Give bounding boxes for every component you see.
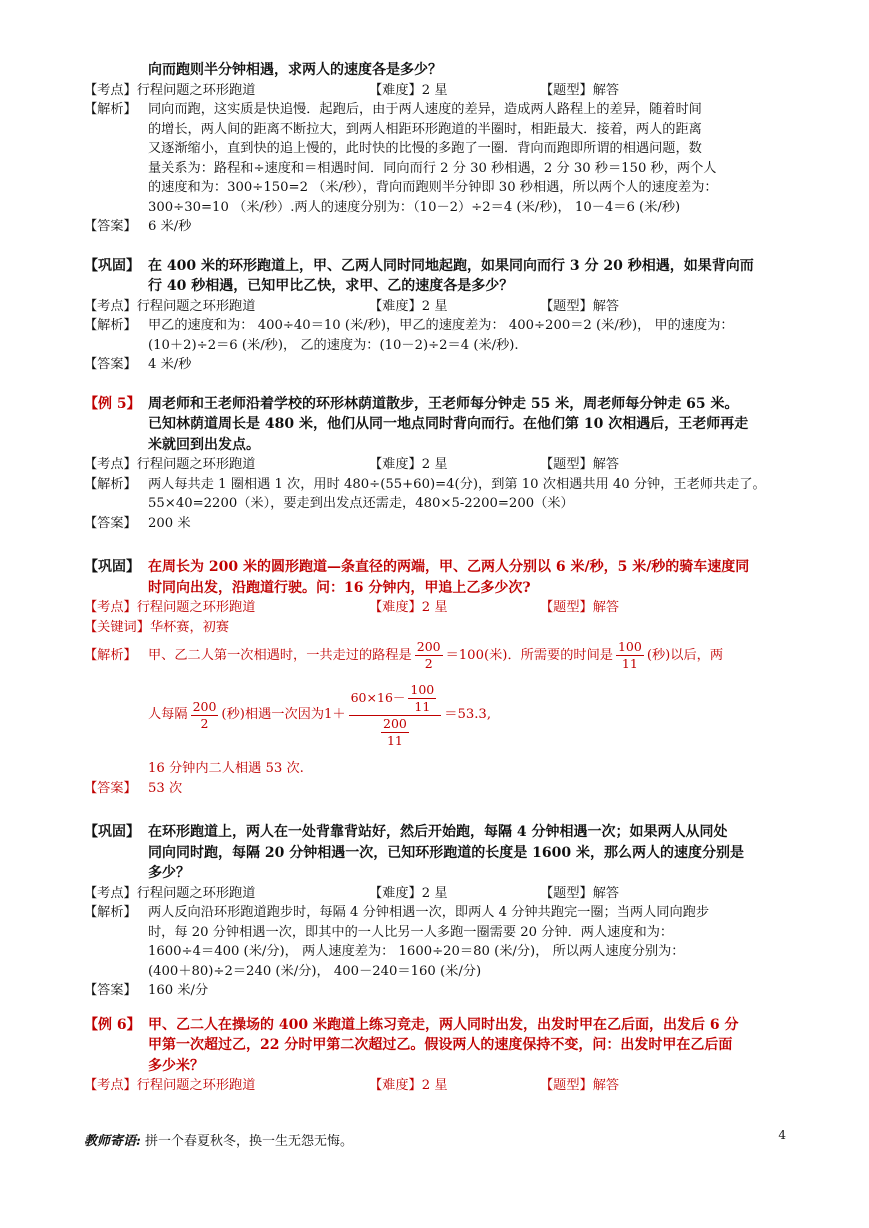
meta-row: 【考点】行程问题之环形跑道 【难度】2 星 【题型】解答 <box>84 1078 620 1093</box>
meta-row: 【考点】行程问题之环形跑道 【难度】2 星 【题型】解答 <box>84 457 620 472</box>
analysis-line: 55×40=2200（米），要走到出发点还需走，480×5-2200=200（米） <box>148 496 574 511</box>
question-line: 【巩固】 在周长为 200 米的圆形跑道—条直径的两端，甲、乙两人分别以 6 米/秒，5 米/秒的骑车速度同 <box>84 559 750 575</box>
compound-fraction: 60×16－ $\frac{100}{11}$ $\frac{200}{11}$ <box>349 682 442 749</box>
answer-line: 【答案】 53 次 <box>84 780 183 796</box>
meta-row: 【考点】行程问题之环形跑道 【难度】2 星 【题型】解答 <box>84 885 620 901</box>
question-text: 向而跑则半分钟相遇，求两人的速度各是多少？ <box>148 62 442 78</box>
answer-line: 【答案】 4 米/秒 <box>84 357 192 372</box>
analysis-line: (400＋80)÷2＝240 (米/分)， 400－240＝160 (米/分) <box>148 963 482 979</box>
nandu: 【难度】2 星 <box>369 82 448 98</box>
analysis-line: 【解析】 两人每共走 1 圈相遇 1 次，用时 480÷(55+60)=4(分)，到第 10 次相遇共用 40 分钟，王老师共走了。 <box>84 476 766 492</box>
answer-line: 【答案】 200 米 <box>84 515 191 531</box>
answer-line: 【答案】 6 米/秒 <box>84 219 192 234</box>
analysis-line: 【解析】 两人反向沿环形跑道跑步时，每隔 4 分钟相遇一次，即两人 4 分钟共跑完一圈；当两人同向跑步 <box>84 905 710 920</box>
analysis-tag: 【解析】 <box>84 102 137 117</box>
analysis-line: 【解析】 甲、乙二人第一次相遇时，一共走过的路程是 $\frac{200}{2}$ ＝100(米)．所需要的时间是 $\frac{100}{11}$ (秒)以后，两 <box>84 639 724 671</box>
analysis-line: 人每隔 $\frac{200}{2}$ (秒)相遇一次因为 1＋ 60×16－ $\frac{100}{11}$ $\frac{200}{11}$ ＝53.3, <box>148 681 492 748</box>
question-line: 甲第一次超过乙，22 分时甲第二次超过乙。假设两人的速度保持不变，问：出发时甲在乙后面 <box>148 1037 733 1053</box>
analysis-line: (10＋2)÷2＝6 (米/秒)， 乙的速度为：(10－2)÷2＝4 (米/秒). <box>148 337 519 353</box>
question-line: 多少米？ <box>148 1057 204 1074</box>
question-line: 多少？ <box>148 865 190 881</box>
keyword-line: 【关键词】华杯赛，初赛 <box>84 619 230 635</box>
meta-row: 【考点】行程问题之环形跑道 【难度】2 星 【题型】解答 <box>84 600 620 615</box>
question-line: 行 40 秒相遇，已知甲比乙快，求甲、乙的速度各是多少？ <box>148 278 514 294</box>
analysis-line: 又逐渐缩小，直到快的追上慢的，此时快的比慢的多跑了一圈．背向而跑即所谓的相遇问题，数 <box>148 141 702 156</box>
problem-block-3 <box>84 394 786 534</box>
question-line: 【例 6】 甲、乙二人在操场的 400 米跑道上练习竞走，两人同时出发，出发时甲在乙后面，出发后 6 分 <box>84 1016 739 1033</box>
problem-block-1 <box>84 60 786 237</box>
answer-line: 【答案】 160 米/分 <box>84 983 209 998</box>
fraction: $\frac{100}{11}$ <box>617 639 642 671</box>
question-line: 【例 5】 周老师和王老师沿着学校的环形林荫道散步，王老师每分钟走 55 米，周老师每分钟走 65 米。 <box>84 395 739 412</box>
question-line: 同向同时跑，每隔 20 分钟相遇一次，已知环形跑道的长度是 1600 米，那么两人的速度分别是 <box>148 844 744 861</box>
tixing: 【题型】解答 <box>540 82 620 98</box>
analysis-line: 300÷30=10 （米/秒）.两人的速度分别为：（10－2）÷2＝4 (米/秒)， 10－4＝6 (米/秒) <box>148 199 681 215</box>
question-line: 时同向出发，沿跑道行驶。问：16 分钟内，甲追上乙多少次? <box>148 579 531 596</box>
analysis-line: 量关系为：路程和÷速度和＝相遇时间．同向而行 2 分 30 秒相遇，2 分 30 秒＝150 秒，两个人 <box>148 160 717 176</box>
question-line: 【巩固】 在环形跑道上，两人在一处背靠背站好，然后开始跑，每隔 4 分钟相遇一次；如果两人从同处 <box>84 824 728 840</box>
problem-block-4 <box>84 557 786 798</box>
analysis-line: 【解析】 甲乙的速度和为： 400÷40＝10 (米/秒)，甲乙的速度差为： 400÷200＝2 (米/秒)， 甲的速度为： <box>84 318 734 333</box>
kaodian: 【考点】行程问题之环形跑道 <box>84 82 256 98</box>
question-line: 米就回到出发点。 <box>148 436 260 453</box>
fraction: $\frac{200}{2}$ <box>416 639 441 671</box>
answer-value: 6 米/秒 <box>148 219 192 234</box>
problem-block-6 <box>84 1015 786 1096</box>
analysis-line: 时，每 20 分钟相遇一次，即其中的一人比另一人多跑一圈需要 20 分钟．两人速度和为： <box>148 924 674 940</box>
footer-label: 教师寄语 <box>84 1134 137 1149</box>
meta-row <box>84 81 786 101</box>
problem-block-5 <box>84 822 786 1001</box>
analysis-line: 16 分钟内二人相遇 53 次. <box>148 761 304 776</box>
page-number: 4 <box>778 1128 786 1142</box>
question-line: 已知林荫道周长是 480 米，他们从同一地点同时背向而行。在他们第 10 次相遇后，王老师再走 <box>148 416 749 432</box>
meta-row: 【考点】行程问题之环形跑道 【难度】2 星 【题型】解答 <box>84 298 620 314</box>
analysis-line: 的增长，两人间的距离不断拉大，到两人相距环形跑道的半圈时，相距最大．接着，两人的距离 <box>148 121 702 137</box>
question-line: 【巩固】 在 400 米的环形跑道上，甲、乙两人同时同地起跑，如果同向而行 3 分 20 秒相遇，如果背向而 <box>84 257 754 274</box>
analysis-line: 的速度和为：300÷150=2 （米/秒），背向而跑则半分钟即 30 秒相遇，所以两个人的速度差为： <box>148 180 718 195</box>
footer-text: 拼一个春夏秋冬，换一生无怨无悔。 <box>144 1134 353 1149</box>
page-footer: 教师寄语: 拼一个春夏秋冬，换一生无怨无悔。 4 <box>84 1128 786 1149</box>
page-content <box>84 60 786 1096</box>
problem-block-2 <box>84 256 786 375</box>
fraction: $\frac{200}{2}$ <box>192 698 217 731</box>
analysis-line: 【解析】 同向而跑，这实质是快追慢．起跑后，由于两人速度的差异，造成两人路程上的差异，随着时间 <box>84 100 786 120</box>
analysis-line: 1600÷4＝400 (米/分)， 两人速度差为： 1600÷20＝80 (米/分)， 所以两人速度分别为： <box>148 944 685 959</box>
